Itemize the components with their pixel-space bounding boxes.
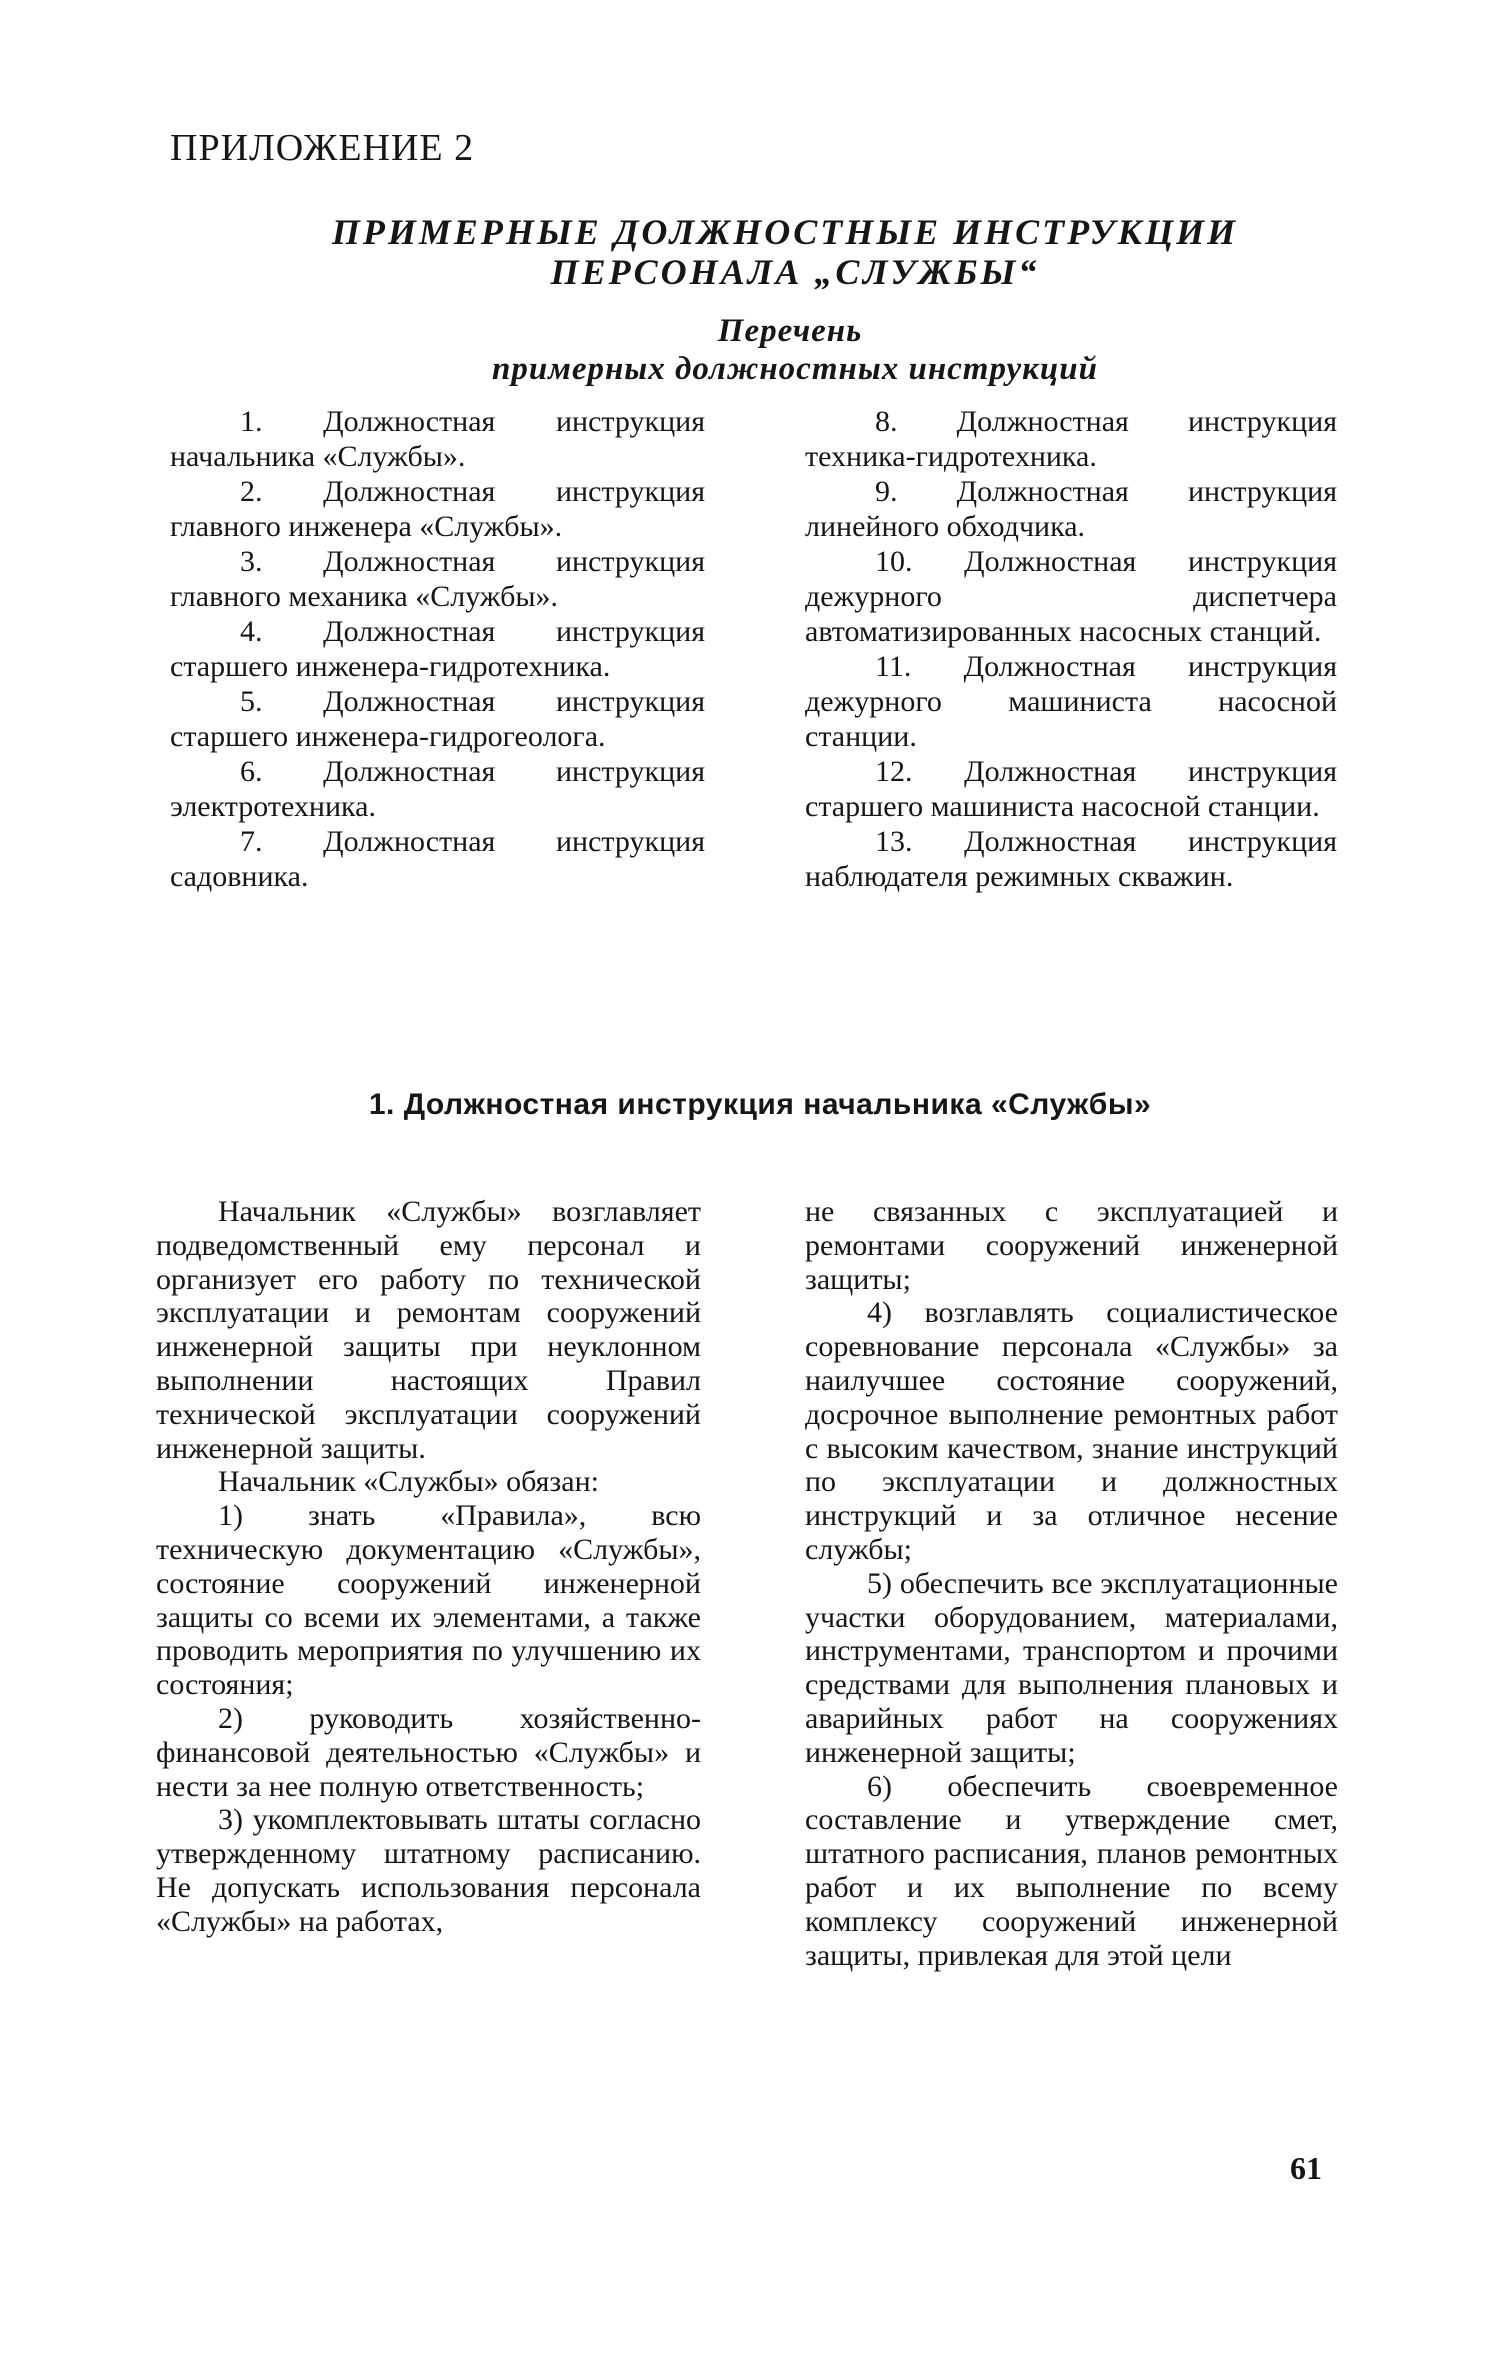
list-item: 9. Должностная инструкция линейного обходчика. [805,475,1337,543]
list-item: 6. Должностная инструкция электротехника. [170,755,705,823]
list-item: 5. Должностная инструкция старшего инженера-гидрогеолога. [170,685,705,753]
list-item: 4. Должностная инструкция старшего инженера-гидротехника. [170,615,705,683]
paragraph: Начальник «Службы» обязан: [218,1465,599,1499]
page-number: 61 [1290,2150,1322,2186]
paragraph: 4) возглавлять социалистическое соревнование персонала «Службы» за наилучшее состояние сооружений, досрочное выполнение ремонтных работ с высоким качеством, знание инструкций по эксплуатации и должностных инструкций и за отличное несение службы; [805,1296,1338,1566]
list-item: 8. Должностная инструкция техника-гидротехника. [805,405,1337,473]
section-heading [0,1088,1500,1122]
list-item: 10. Должностная инструкция дежурного диспетчера автоматизированных насосных станций. [805,545,1337,648]
appendix-label: ПРИЛОЖЕНИЕ 2 [170,127,475,169]
list-heading-line-1: Перечень [717,313,863,349]
document-title [0,212,1500,292]
paragraph: 2) руководить хозяйственно-финансовой деятельностью «Службы» и нести за нее полную ответственность; [156,1701,701,1803]
paragraph-continuation: не связанных с эксплуатацией и ремонтами сооружений инженерной защиты; [805,1195,1338,1296]
paragraph: 1) знать «Правила», всю техническую документацию «Службы», состояние сооружений инженерной защиты со всеми их элементами, а также проводить мероприятия по улучшению их состояния; [156,1499,701,1702]
list-item: 2. Должностная инструкция главного инженера «Службы». [170,475,705,543]
list-item: 11. Должностная инструкция дежурного машиниста насосной станции. [805,650,1337,753]
paragraph: 5) обеспечить все эксплуатационные участки оборудованием, материалами, инструментами, транспортом и прочими средствами для выполнения плановых и аварийных работ на сооружениях инженерной защиты; [805,1566,1338,1769]
list-heading [0,312,1500,388]
list-item: 1. Должностная инструкция начальника «Службы». [170,405,705,473]
list-item: 7. Должностная инструкция садовника. [170,825,705,893]
list-heading-line-2: примерных должностных инструкций [492,351,1098,387]
title-line-2: ПЕРСОНАЛА „СЛУЖБЫ“ [550,252,1040,292]
paragraph: Начальник «Службы» возглавляет подведомственный ему персонал и организует его работу по технической эксплуатации и ремонтам сооружений инженерной защиты при неуклонном выполнении настоящих Правил технической эксплуатации сооружений инженерной защиты. [156,1195,701,1465]
instruction-list-left [170,404,705,894]
instruction-list-right [805,404,1337,894]
body-column-right [805,1195,1338,1972]
paragraph: 6) обеспечить своевременное составление и утверждение смет, штатного расписания, планов ремонтных работ и их выполнение по всему комплексу сооружений инженерной защиты, привлекая для этой цели [805,1769,1338,1972]
paragraph: 3) укомплектовывать штаты согласно утвержденному штатному расписанию. Не допускать использования персонала «Службы» на работах, [156,1803,701,1938]
list-item: 3. Должностная инструкция главного механика «Службы». [170,545,705,613]
body-column-left [156,1195,701,1939]
section-heading-text: 1. Должностная инструкция начальника «Службы» [368,1088,1152,1121]
title-line-1: ПРИМЕРНЫЕ ДОЛЖНОСТНЫЕ ИНСТРУКЦИИ [331,212,1239,252]
list-item: 12. Должностная инструкция старшего машиниста насосной станции. [805,755,1337,823]
list-item: 13. Должностная инструкция наблюдателя режимных скважин. [805,825,1337,893]
